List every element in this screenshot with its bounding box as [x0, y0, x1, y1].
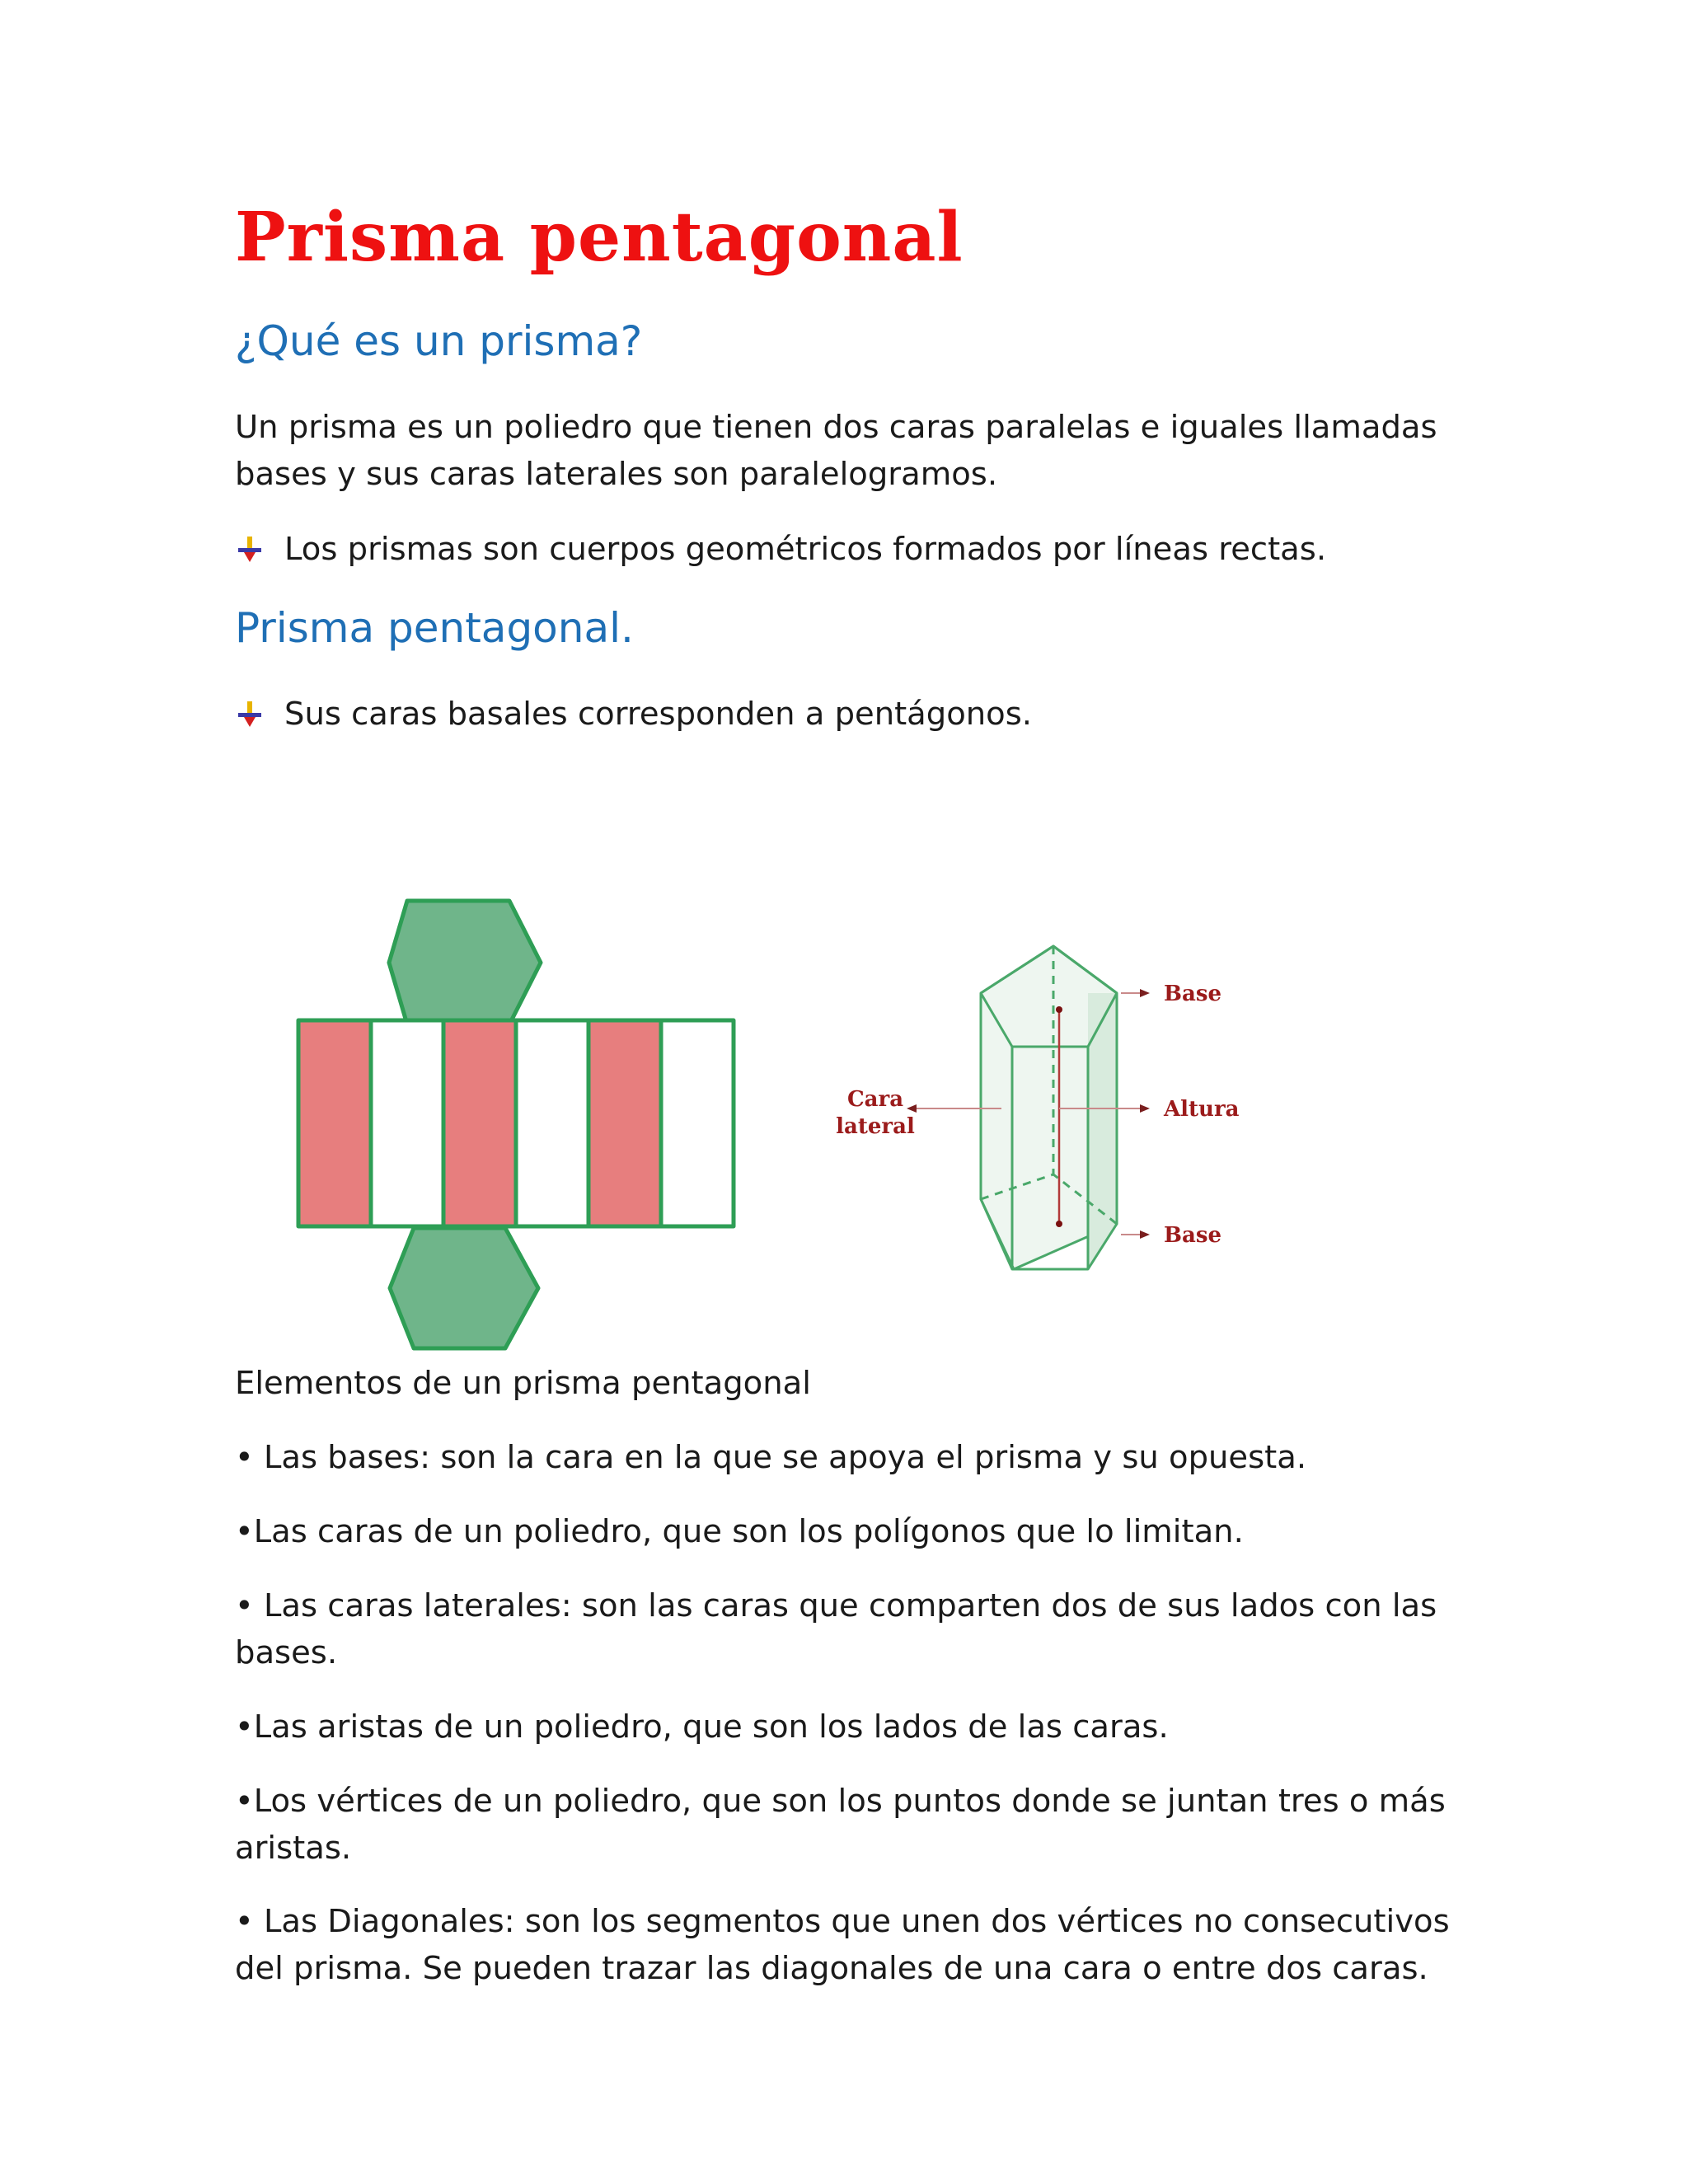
bullet-item: [235, 691, 1455, 738]
prism-net-diagram: [280, 890, 758, 1352]
element-item-bases: • Las bases: son la cara en la que se apoya el prisma y su opuesta.: [235, 1439, 1307, 1476]
arrow-bullet-icon: [235, 535, 265, 565]
bullet-item: [235, 526, 1455, 573]
net-face-6: [661, 1020, 734, 1226]
label-base-bottom: Base: [1164, 1223, 1222, 1248]
label-lateral: lateral: [836, 1114, 915, 1139]
element-item-aristas: •Las aristas de un poliedro, que son los lados de las caras.: [235, 1708, 1169, 1746]
net-bottom-base: [390, 1228, 538, 1348]
net-face-3: [443, 1020, 516, 1226]
net-face-2: [371, 1020, 443, 1226]
label-base-top: Base: [1164, 982, 1222, 1006]
page-title: Prisma pentagonal: [235, 198, 964, 277]
label-cara: Cara: [846, 1087, 904, 1112]
element-item-caras: •Las caras de un poliedro, que son los polígonos que lo limitan.: [235, 1513, 1244, 1550]
element-item-vertices: •Los vértices de un poliedro, que son los puntos donde se juntan tres o más aristas.: [235, 1783, 1446, 1867]
bullet-text: Sus caras basales corresponden a pentágonos.: [284, 696, 1033, 733]
arrow-bullet-icon: [235, 700, 265, 729]
net-top-base: [389, 901, 541, 1024]
section-heading-pentagonal-prism: Prisma pentagonal.: [235, 604, 634, 652]
section-heading-what-is-prism: ¿Qué es un prisma?: [235, 317, 643, 365]
element-item-caras-laterales: • Las caras laterales: son las caras que comparten dos de sus lados con las bases.: [235, 1587, 1437, 1671]
net-face-5: [588, 1020, 661, 1226]
bullet-text: Los prismas son cuerpos geométricos formados por líneas rectas.: [284, 531, 1327, 568]
definition-paragraph: Un prisma es un poliedro que tienen dos caras paralelas e iguales llamadas bases y sus caras laterales son paralelogramos.: [235, 409, 1437, 493]
net-face-1: [298, 1020, 371, 1226]
net-face-4: [516, 1020, 588, 1226]
prism-3d-diagram: [824, 923, 1286, 1319]
elements-heading: Elementos de un prisma pentagonal: [235, 1365, 811, 1402]
element-item-diagonales: • Las Diagonales: son los segmentos que unen dos vértices no consecutivos del prisma. Se pueden trazar las diagonales de una cara o entre dos caras.: [235, 1903, 1450, 1987]
label-altura: Altura: [1164, 1097, 1240, 1122]
